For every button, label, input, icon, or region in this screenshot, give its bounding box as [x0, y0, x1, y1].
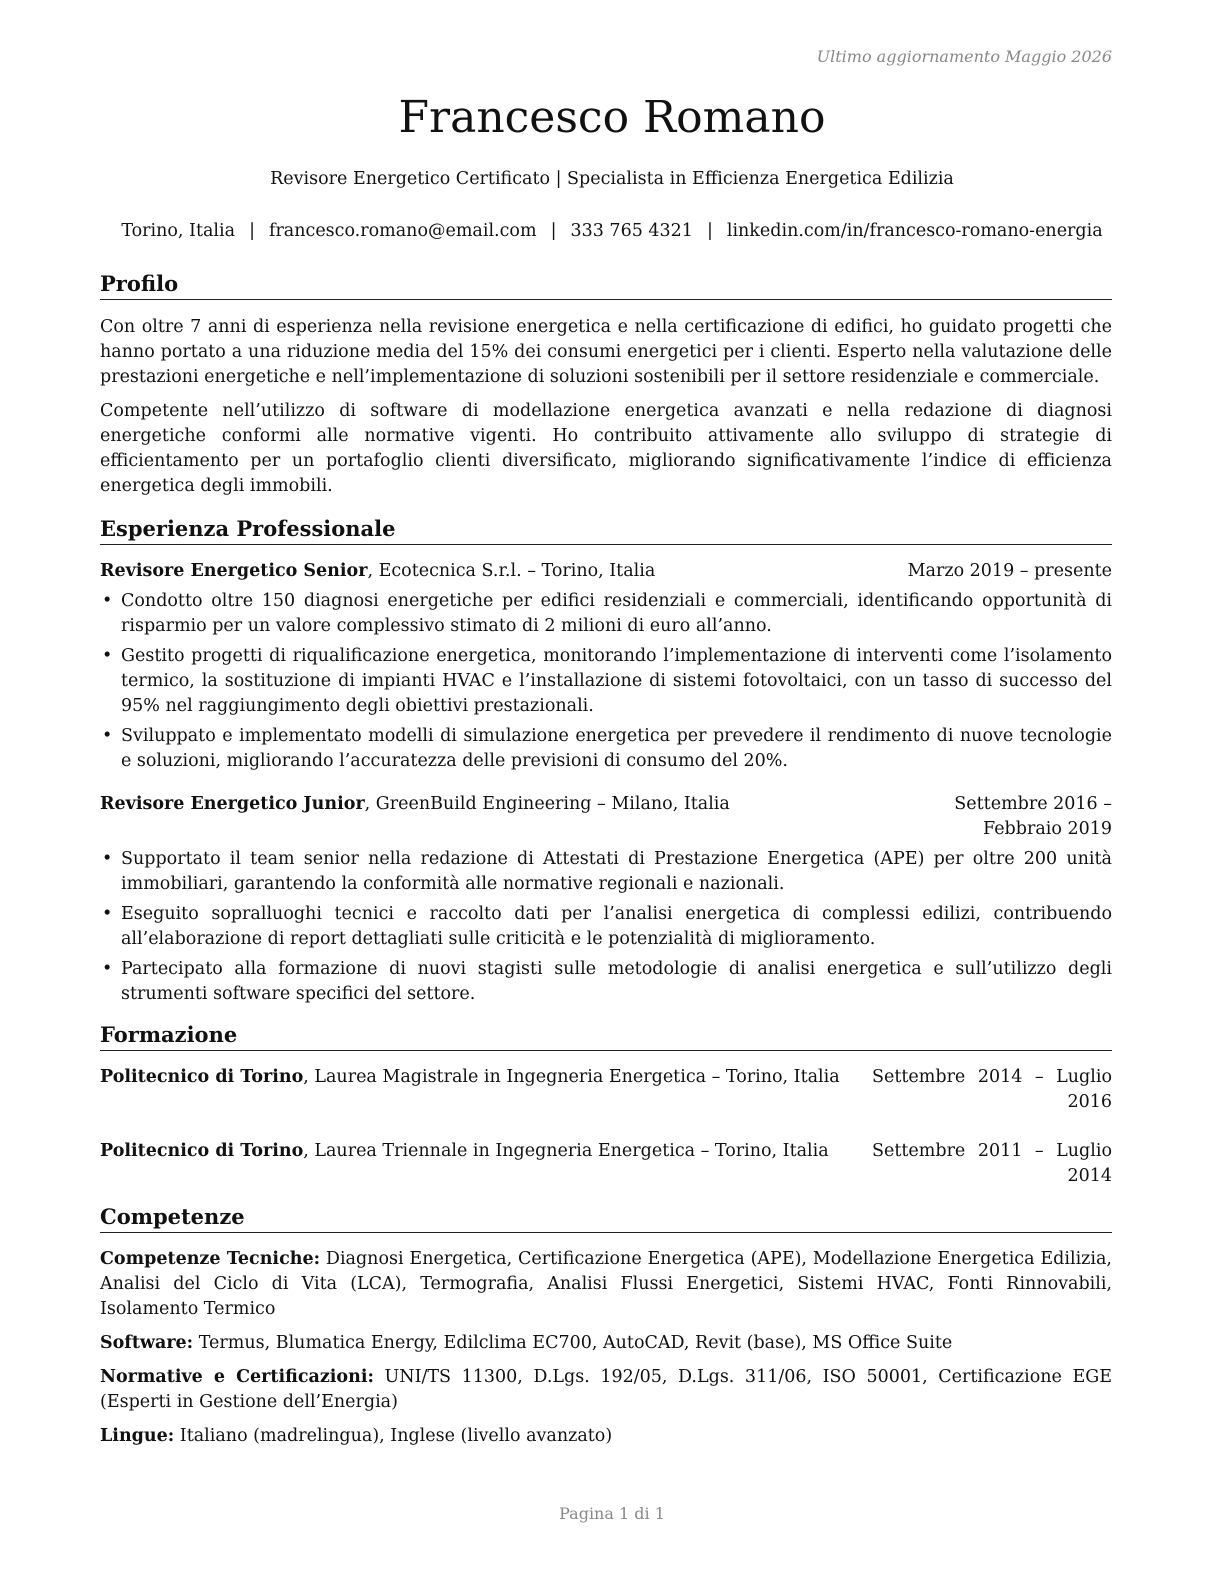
education-dates: Settembre 2014 – Luglio 2016	[872, 1067, 1112, 1112]
job-role: Revisore Energetico Junior	[100, 794, 365, 814]
page-number: Pagina 1 di 1	[559, 1504, 665, 1523]
resume-content	[100, 270, 1112, 1449]
section-skills	[100, 1203, 1112, 1449]
job-company: , GreenBuild Engineering – Milano, Italia	[364, 794, 730, 814]
skill-line	[100, 1331, 1112, 1356]
education-school: Politecnico di Torino	[100, 1141, 304, 1161]
profile-paragraph: Competente nell’utilizzo di software di modellazione energetica avanzati e nella redazione di diagnosi energetiche conformi alle normative vigenti. Ho contribuito attivamente allo sviluppo di strategie di efficientamento per un portafoglio clienti diversificato, migliorando significativamente l’indice di efficienza energetica degli immobili.	[100, 401, 1112, 496]
education-degree: , Laurea Triennale in Ingegneria Energetica – Torino, Italia	[303, 1141, 829, 1161]
skill-line	[100, 1247, 1112, 1322]
section-experience	[100, 515, 1112, 1007]
job-dates: Marzo 2019 – presente	[907, 561, 1112, 581]
skill-value: UNI/TS 11300, D.Lgs. 192/05, D.Lgs. 311/06, ISO 50001, Certificazione EGE (Esperti in Gestione dell’Energia)	[100, 1367, 1112, 1412]
contact-email[interactable]: francesco.romano@email.com	[268, 221, 537, 241]
contact-separator: |	[706, 221, 713, 241]
education-entry	[100, 1065, 1112, 1115]
education-school: Politecnico di Torino	[100, 1067, 304, 1087]
profile-paragraph: Con oltre 7 anni di esperienza nella revisione energetica e nella certificazione di edifici, ho guidato progetti che hanno portato a una riduzione media del 15% dei consumi energetici per i clienti. Esperto nella valutazione delle prestazioni energetiche e nell’implementazione di soluzioni sostenibili per il settore residenziale e commerciale.	[100, 317, 1112, 387]
section-title-profile: Profilo	[100, 270, 1112, 300]
job-bullet: • Partecipato alla formazione di nuovi stagisti sulle metodologie di analisi energetica e sull’utilizzo degli strumenti software specifici del settore.	[100, 957, 1112, 1007]
job-company: , Ecotecnica S.r.l. – Torino, Italia	[367, 561, 656, 581]
candidate-name: Francesco Romano	[398, 92, 826, 143]
contact-separator: |	[249, 221, 255, 241]
contact-location: Torino, Italia	[121, 221, 236, 241]
job-bullet: • Eseguito sopralluoghi tecnici e raccolto dati per l’analisi energetica di complessi edilizi, contribuendo all’elaborazione di report dettagliati sulle criticità e le potenzialità di miglioramento.	[100, 902, 1112, 952]
skill-line	[100, 1424, 1112, 1449]
job-bullet: • Supportato il team senior nella redazione di Attestati di Prestazione Energetica (APE) per oltre 200 unità immobiliari, garantendo la conformità alle normative regionali e nazionali.	[100, 847, 1112, 897]
education-dates: Settembre 2011 – Luglio 2014	[872, 1141, 1112, 1186]
contact-linkedin[interactable]: linkedin.com/in/francesco-romano-energia	[726, 221, 1103, 241]
candidate-subtitle: Revisore Energetico Certificato | Specialista in Efficienza Energetica Edilizia	[270, 169, 954, 189]
skill-label: Lingue:	[100, 1426, 175, 1446]
job-entry	[100, 559, 1112, 774]
section-title-experience: Esperienza Professionale	[100, 515, 1112, 545]
skill-label: Software:	[100, 1333, 194, 1353]
job-entry	[100, 792, 1112, 1007]
job-bullet: • Sviluppato e implementato modelli di simulazione energetica per prevedere il rendimento di nuove tecnologie e soluzioni, migliorando l’accuratezza delle previsioni di consumo del 20%.	[100, 724, 1112, 774]
contact-line	[0, 219, 1224, 244]
section-profile	[100, 270, 1112, 499]
section-title-skills: Competenze	[100, 1203, 1112, 1233]
skill-label: Normative e Certificazioni:	[100, 1367, 374, 1387]
skill-line	[100, 1365, 1112, 1415]
education-entry	[100, 1139, 1112, 1189]
job-bullet: • Condotto oltre 150 diagnosi energetiche per edifici residenziali e commerciali, identificando opportunità di risparmio per un valore complessivo stimato di 2 milioni di euro all’anno.	[100, 589, 1112, 639]
job-dates: Settembre 2016 – Febbraio 2019	[954, 794, 1112, 839]
skill-value: Termus, Blumatica Energy, Edilclima EC700, AutoCAD, Revit (base), MS Office Suite	[193, 1333, 953, 1353]
job-bullet: • Gestito progetti di riqualificazione energetica, monitorando l’implementazione di interventi come l’isolamento termico, la sostituzione di impianti HVAC e l’installazione di sistemi fotovoltaici, con un tasso di successo del 95% nel raggiungimento degli obiettivi prestazionali.	[100, 644, 1112, 719]
skill-label: Competenze Tecniche:	[100, 1249, 321, 1269]
education-degree: , Laurea Magistrale in Ingegneria Energetica – Torino, Italia	[303, 1067, 840, 1087]
section-title-education: Formazione	[100, 1021, 1112, 1051]
job-role: Revisore Energetico Senior	[100, 561, 368, 581]
section-education	[100, 1021, 1112, 1189]
last-updated: Ultimo aggiornamento Maggio 2026	[816, 47, 1112, 66]
contact-phone[interactable]: 333 765 4321	[570, 221, 693, 241]
contact-separator: |	[550, 221, 557, 241]
skill-value: Diagnosi Energetica, Certificazione Energetica (APE), Modellazione Energetica Edilizia, Analisi del Ciclo di Vita (LCA), Termografia, Analisi Flussi Energetici, Sistemi HVAC, Fonti Rinnovabili, Isolamento Termico	[100, 1249, 1112, 1319]
skill-value: Italiano (madrelingua), Inglese (livello avanzato)	[174, 1426, 613, 1446]
